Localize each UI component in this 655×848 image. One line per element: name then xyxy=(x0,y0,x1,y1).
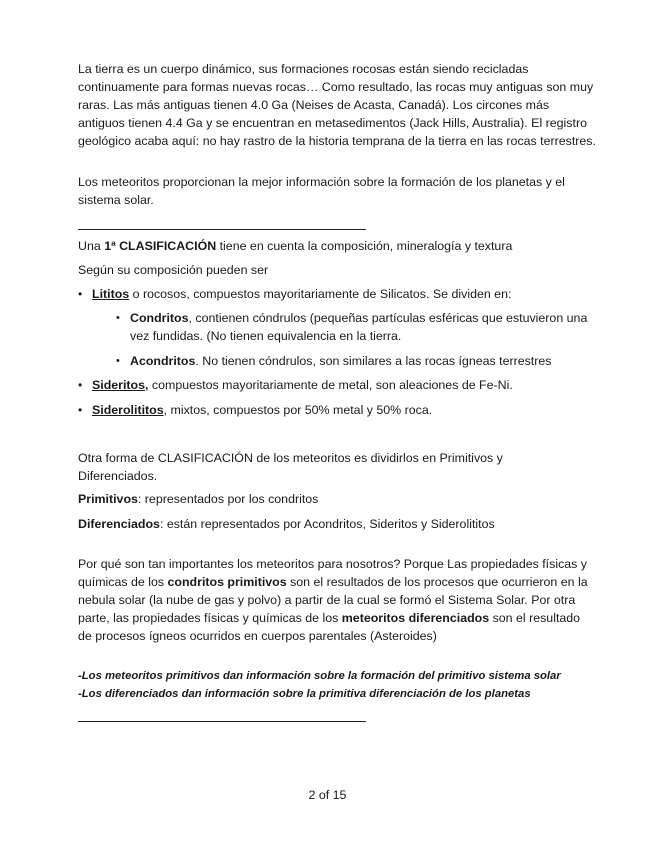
importance-text-1: Por qué son tan importantes los meteoritos para nosotros? Porque Las propiedades físicas y químicas de los xyxy=(78,557,587,589)
classification-heading: 1ª CLASIFICACIÓN xyxy=(104,239,217,253)
importance-bold-1: condritos primitivos xyxy=(167,575,287,589)
list-item-lititos xyxy=(92,285,602,303)
bullet-icon: • xyxy=(78,403,83,417)
term-diferenciados: Diferenciados xyxy=(78,517,160,531)
term-sideritos: Sideritos, xyxy=(92,378,149,392)
primitivos-line xyxy=(78,490,598,508)
text-condritos: , contienen cóndrulos (pequeñas partículas esféricas que estuvieron una vez fundidas. (No tienen equivalencia en la tierra. xyxy=(130,311,588,343)
emphasis-line-differentiated: -Los diferenciados dan información sobre la primitiva diferenciación de los planetas xyxy=(78,688,531,700)
text-primitivos: : representados por los condritos xyxy=(137,492,319,506)
term-lititos: Lititos xyxy=(92,287,130,301)
text-sideritos: compuestos mayoritariamente de metal, son aleaciones de Fe-Ni. xyxy=(148,378,513,392)
diferenciados-line xyxy=(78,515,598,533)
intro-paragraph: La tierra es un cuerpo dinámico, sus formaciones rocosas están siendo recicladas continuamente para formas nuevas rocas… Como resultado, las rocas muy antiguas son muy raras. Las más antiguas tienen 4.0 Ga (Neises de Acasta, Canadá). Los circones más antiguos tienen 4.4 Ga y se encuentran en metasedimentos (Jack Hills, Australia). El registro geológico acaba aquí: no hay rastro de la historia temprana de la tierra en las rocas terrestres. xyxy=(78,62,596,148)
importance-bold-2: meteoritos diferenciados xyxy=(341,611,490,625)
section-divider-bottom xyxy=(78,721,366,722)
list-item-siderolititos xyxy=(92,401,602,419)
classification-suffix: tiene en cuenta la composición, mineralogía y textura xyxy=(216,239,513,253)
bullet-icon: • xyxy=(78,378,83,392)
importance-text-2: son el resultados de los procesos que ocurrieron en la nebula solar (la nube de gas y polvo) a partir de la cual se formó el Sistema Solar. Por otra parte, las propiedades físicas y químicas de los xyxy=(78,575,588,625)
importance-paragraph xyxy=(78,555,593,645)
classification-prefix: Una xyxy=(78,239,105,253)
first-classification-line xyxy=(78,237,598,255)
term-primitivos: Primitivos xyxy=(78,492,138,506)
emphasis-line-primitive: -Los meteoritos primitivos dan información sobre la formación del primitivo sistema solar xyxy=(78,670,561,682)
second-classification-paragraph: Otra forma de CLASIFICACIÓN de los meteoritos es dividirlos en Primitivos y Diferenciados. xyxy=(78,451,503,483)
term-acondritos: Acondritos xyxy=(130,354,196,368)
sub-bullet-icon: • xyxy=(116,355,120,367)
term-siderolititos: Siderolititos xyxy=(92,403,164,417)
list-item-acondritos xyxy=(130,352,600,370)
bullet-icon: • xyxy=(78,287,83,301)
text-diferenciados: : están representados por Acondritos, Sideritos y Siderolititos xyxy=(159,517,495,531)
meteorites-info-paragraph: Los meteoritos proporcionan la mejor información sobre la formación de los planetas y el sistema solar. xyxy=(78,175,565,207)
section-divider-top xyxy=(78,229,366,230)
importance-text-3: son el resultado de procesos ígneos ocurridos en cuerpos parentales (Asteroides) xyxy=(78,611,581,643)
text-lititos: o rocosos, compuestos mayoritariamente de Silicatos. Se dividen en: xyxy=(129,287,512,301)
list-item-sideritos xyxy=(92,376,602,394)
text-acondritos: . No tienen cóndrulos, son similares a las rocas ígneas terrestres xyxy=(195,354,552,368)
composition-intro: Según su composición pueden ser xyxy=(78,263,269,277)
list-item-condritos xyxy=(130,309,600,345)
text-siderolititos: , mixtos, compuestos por 50% metal y 50% roca. xyxy=(163,403,433,417)
term-condritos: Condritos xyxy=(130,311,189,325)
sub-bullet-icon: • xyxy=(116,312,120,324)
page-number: 2 of 15 xyxy=(308,788,347,802)
